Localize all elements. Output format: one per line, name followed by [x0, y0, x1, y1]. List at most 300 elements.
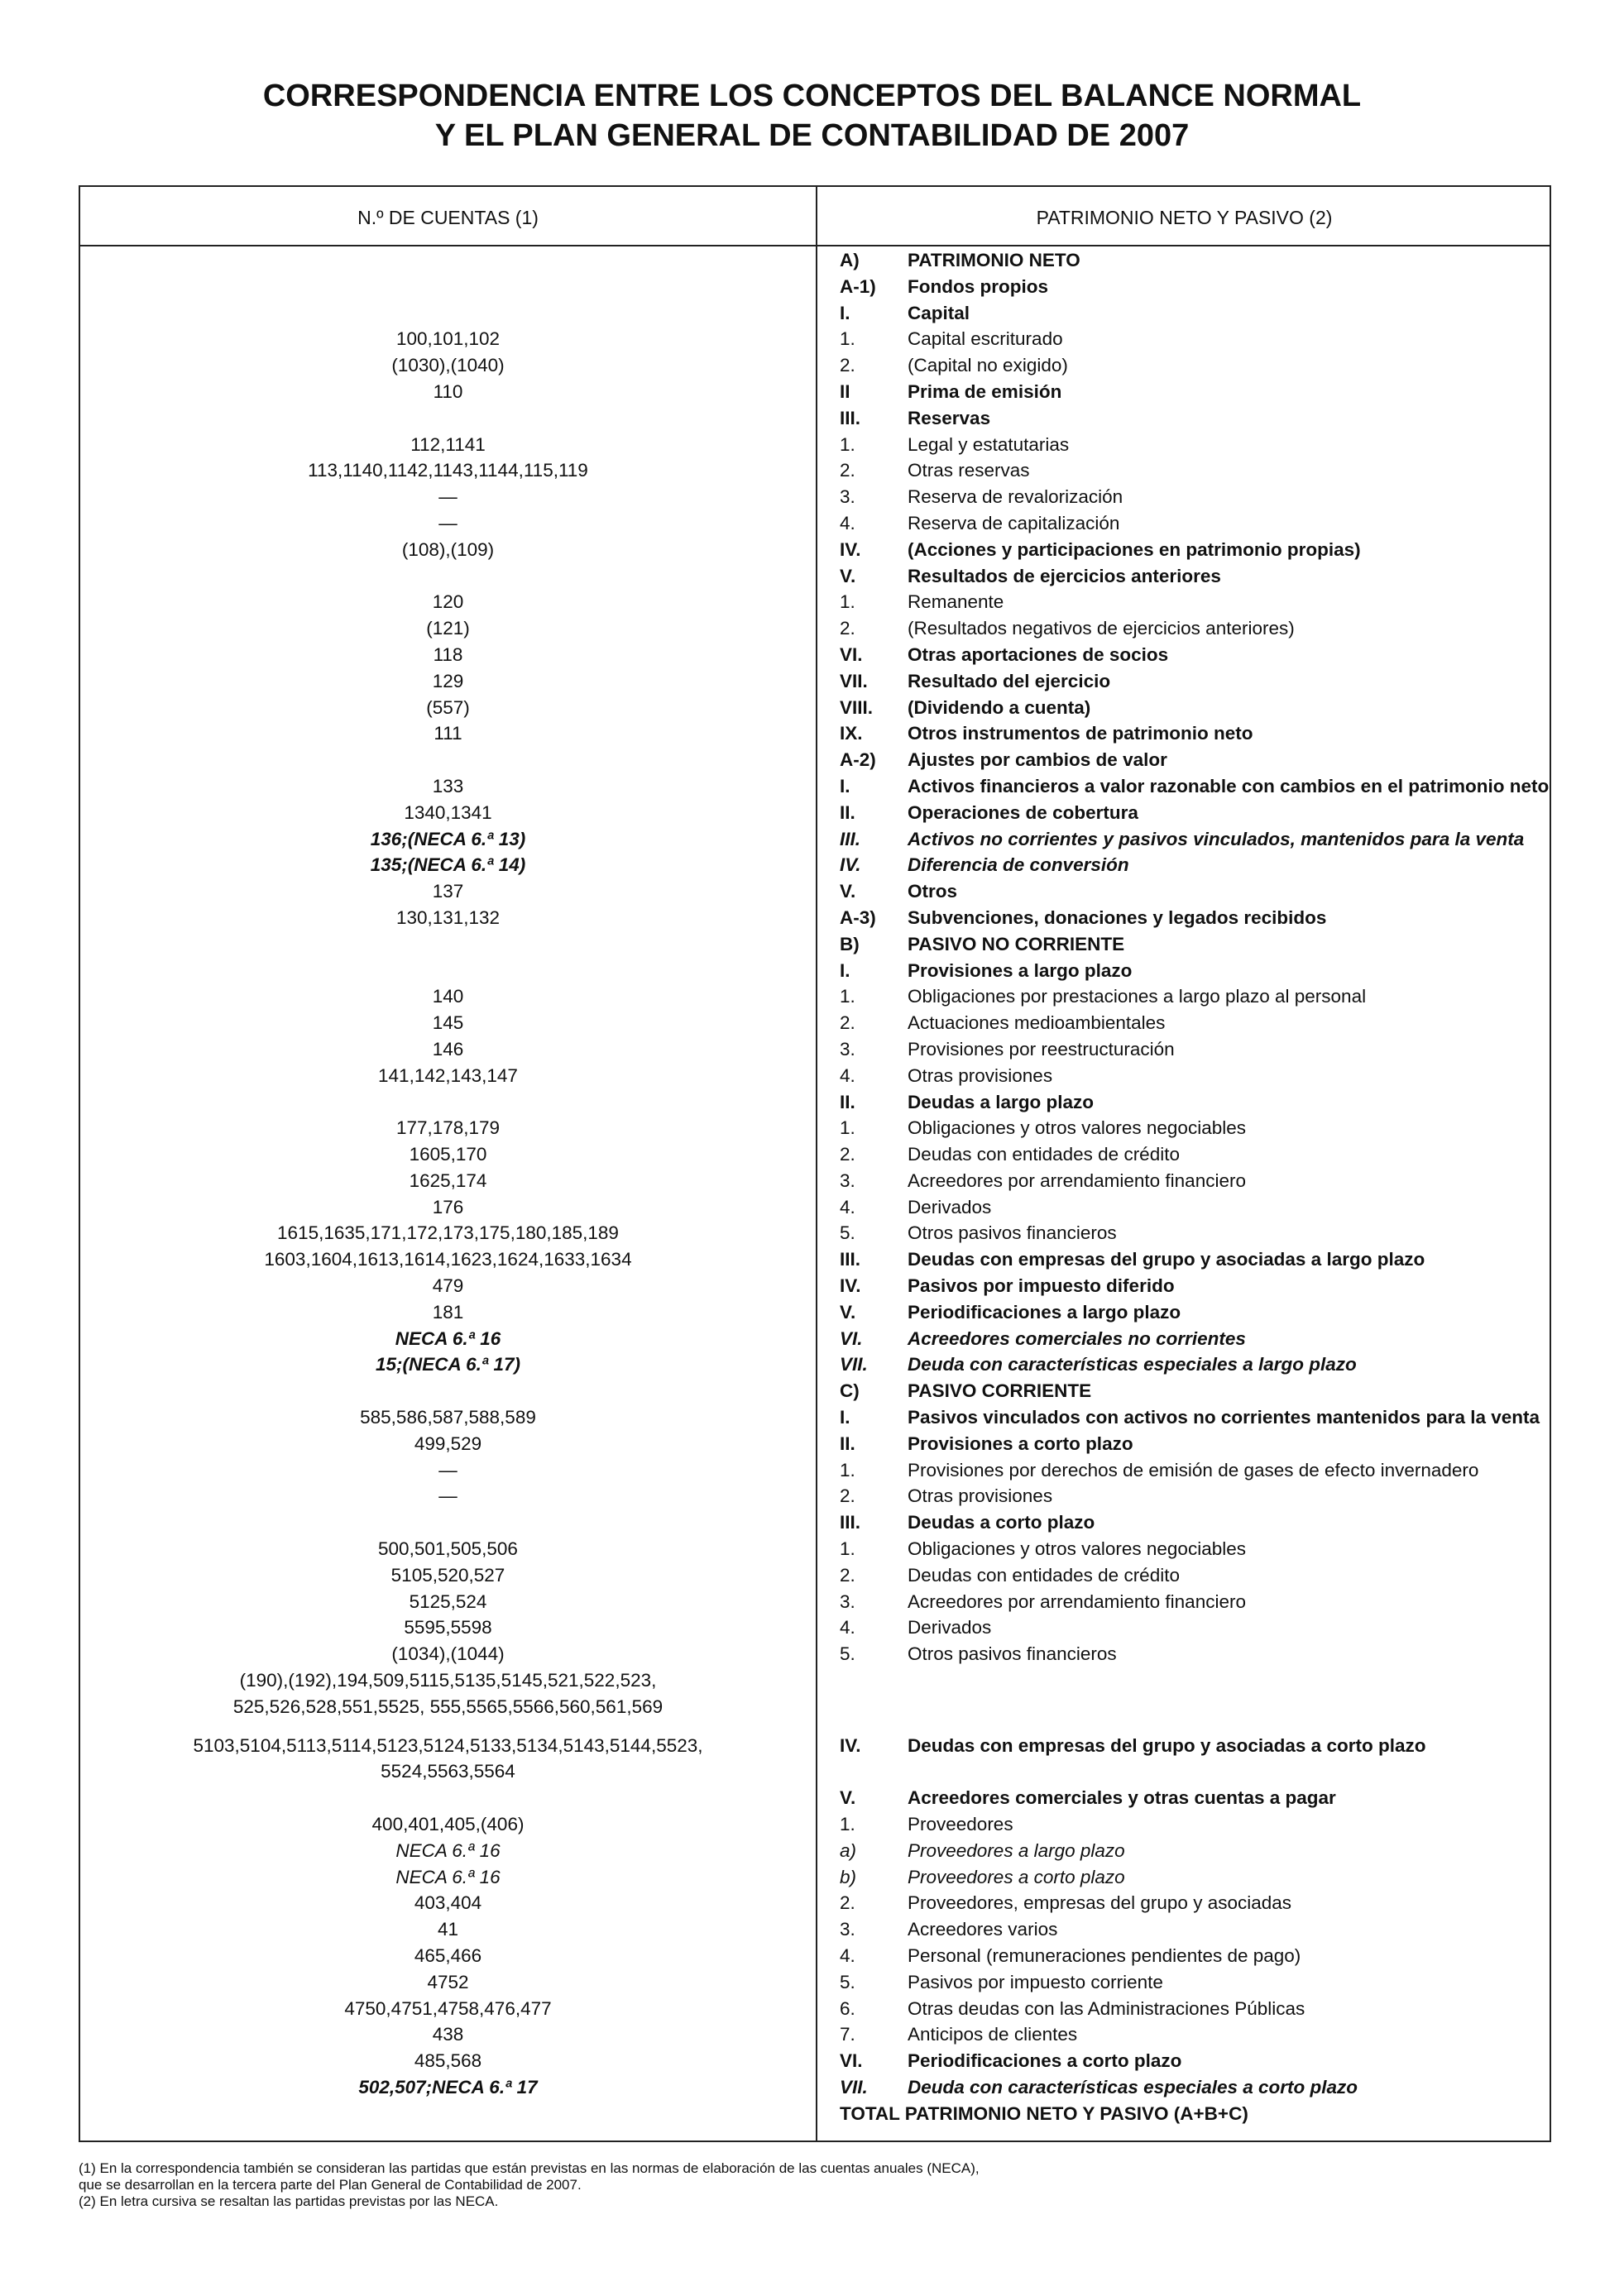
item-label: Legal y estatutarias — [908, 433, 1070, 455]
table-body — [80, 247, 1550, 2127]
account-numbers — [80, 1168, 816, 1194]
account-numbers-line: 176 — [432, 1196, 464, 1217]
item-number: I. — [840, 775, 850, 796]
title-line-2: Y EL PLAN GENERAL DE CONTABILIDAD DE 2007 — [434, 118, 1190, 153]
account-numbers-line: (121) — [426, 618, 470, 639]
item-label: Otros — [908, 881, 958, 902]
row-spacer — [80, 1720, 1550, 1733]
item-label: Acreedores por arrendamiento financiero — [908, 1590, 1246, 1612]
account-numbers-line: 177,178,179 — [395, 1117, 501, 1139]
account-numbers-line: — — [438, 512, 457, 533]
item-label: Activos no corrientes y pasivos vinculados, mantenidos para la venta — [908, 828, 1525, 849]
item-label: Acreedores comerciales no corrientes — [908, 1327, 1246, 1349]
account-numbers — [80, 720, 816, 747]
account-numbers — [80, 1351, 816, 1378]
item-number: 2. — [840, 1892, 855, 1914]
item-label: Derivados — [908, 1196, 992, 1217]
table-row — [80, 983, 1550, 1010]
item-number: 2. — [840, 460, 855, 481]
account-numbers-line: 5105,520,527 — [390, 1564, 505, 1586]
table-row — [80, 1378, 1550, 1404]
account-numbers — [80, 615, 816, 642]
account-numbers-line: NECA 6.ª 16 — [395, 1866, 501, 1887]
account-numbers-line: (108),(109) — [401, 538, 495, 560]
table-row — [80, 878, 1550, 905]
item-label: (Acciones y participaciones en patrimonio propias) — [908, 538, 1361, 560]
table-row — [80, 931, 1550, 958]
table-row — [80, 1996, 1550, 2022]
table-row — [80, 615, 1550, 642]
account-numbers-line: 465,466 — [414, 1945, 482, 1966]
table-row — [80, 510, 1550, 537]
account-numbers — [80, 1996, 816, 2022]
item-label: Deuda con características especiales a corto plazo — [908, 2076, 1358, 2097]
account-numbers-line: 485,568 — [414, 2050, 482, 2072]
table-row — [80, 1431, 1550, 1457]
total-row — [80, 2101, 1550, 2127]
account-numbers-line: 100,101,102 — [395, 328, 501, 350]
account-numbers-line: 5524,5563,5564 — [381, 1761, 515, 1782]
item-label: Provisiones por derechos de emisión de gases de efecto invernadero — [908, 1459, 1479, 1480]
account-numbers-line: 120 — [432, 591, 464, 613]
table-row — [80, 1246, 1550, 1273]
item-label: Otros pasivos financieros — [908, 1643, 1117, 1665]
account-numbers-line: 400,401,405,(406) — [371, 1814, 525, 1835]
item-number: VI. — [840, 1327, 863, 1349]
item-number: V. — [840, 1301, 856, 1323]
item-number: III. — [840, 828, 861, 849]
table-row — [80, 1115, 1550, 1141]
account-numbers-line: 141,142,143,147 — [378, 1064, 518, 1086]
item-label: Deudas con entidades de crédito — [908, 1564, 1180, 1586]
account-numbers — [80, 1536, 816, 1562]
footnote-line: que se desarrollan en la tercera parte del Plan General de Contabilidad de 2007. — [79, 2177, 582, 2193]
account-numbers-line: 110 — [433, 380, 463, 402]
table-row — [80, 1614, 1550, 1641]
footnotes — [79, 2160, 980, 2210]
account-numbers — [80, 878, 816, 905]
account-numbers-line: 585,586,587,588,589 — [360, 1407, 536, 1428]
table-row — [80, 1785, 1550, 1811]
item-number: II — [840, 380, 850, 402]
table-row — [80, 826, 1550, 853]
account-numbers-line: 145 — [432, 1012, 464, 1034]
item-label: TOTAL PATRIMONIO NETO Y PASIVO (A+B+C) — [840, 2102, 1248, 2124]
header-divider — [80, 245, 1550, 246]
account-numbers — [80, 826, 816, 853]
item-label: Acreedores comerciales y otras cuentas a pagar — [908, 1787, 1336, 1809]
account-numbers — [80, 2021, 816, 2048]
item-label: Resultado del ejercicio — [908, 670, 1111, 691]
table-row — [80, 695, 1550, 721]
item-number: I. — [840, 959, 850, 981]
item-number: a) — [840, 1839, 857, 1861]
item-number: 1. — [840, 328, 855, 350]
item-label: Provisiones a largo plazo — [908, 959, 1133, 981]
item-number: 2. — [840, 355, 855, 376]
account-numbers-line: 146 — [432, 1038, 464, 1060]
item-label: Obligaciones y otros valores negociables — [908, 1117, 1246, 1139]
item-number: I. — [840, 1407, 850, 1428]
item-label: Deudas a largo plazo — [908, 1091, 1095, 1112]
item-label: Obligaciones y otros valores negociables — [908, 1538, 1246, 1560]
account-numbers-line: 500,501,505,506 — [378, 1538, 518, 1560]
item-number: VII. — [840, 1354, 868, 1375]
item-label: Reserva de capitalización — [908, 512, 1120, 533]
table-row — [80, 773, 1550, 800]
item-label: Subvenciones, donaciones y legados recibidos — [908, 906, 1327, 928]
table-row — [80, 563, 1550, 590]
item-number: 5. — [840, 1643, 855, 1665]
account-numbers — [80, 1431, 816, 1457]
table-row — [80, 1916, 1550, 1943]
table-row — [80, 300, 1550, 327]
item-number: 3. — [840, 1919, 855, 1940]
account-numbers — [80, 800, 816, 826]
account-numbers — [80, 1141, 816, 1168]
table-row — [80, 1667, 1550, 1720]
table-row — [80, 1509, 1550, 1536]
item-label: Proveedores — [908, 1814, 1013, 1835]
item-label: Capital — [908, 302, 970, 323]
account-numbers — [80, 1667, 816, 1720]
item-label: Actuaciones medioambientales — [908, 1012, 1166, 1034]
item-number: 7. — [840, 2024, 855, 2045]
account-numbers-line: 1603,1604,1613,1614,1623,1624,1633,1634 — [264, 1249, 632, 1270]
account-numbers — [80, 1890, 816, 1916]
account-numbers-line: 111 — [434, 723, 462, 744]
item-label: Periodificaciones a corto plazo — [908, 2050, 1182, 2072]
account-numbers — [80, 1562, 816, 1589]
account-numbers — [80, 1010, 816, 1036]
account-numbers-line: — — [438, 1459, 457, 1480]
table-row — [80, 2074, 1550, 2101]
item-number: IV. — [840, 538, 861, 560]
item-number: VII. — [840, 2076, 868, 2097]
item-number: C) — [840, 1380, 860, 1402]
account-numbers — [80, 695, 816, 721]
item-label: Pasivos vinculados con activos no corrientes mantenidos para la venta — [908, 1407, 1540, 1428]
item-label: Obligaciones por prestaciones a largo plazo al personal — [908, 986, 1367, 1007]
table-row — [80, 2048, 1550, 2074]
table-row — [80, 274, 1550, 300]
item-number: II. — [840, 1433, 855, 1454]
item-number: A-1) — [840, 275, 876, 297]
account-numbers — [80, 484, 816, 510]
account-numbers — [80, 1641, 816, 1667]
item-number: 3. — [840, 1590, 855, 1612]
item-number: 2. — [840, 618, 855, 639]
item-label: Derivados — [908, 1617, 992, 1638]
table-row — [80, 1351, 1550, 1378]
item-number: 4. — [840, 1064, 855, 1086]
item-number: I. — [840, 302, 850, 323]
account-numbers-line: 118 — [433, 643, 463, 665]
item-number: 1. — [840, 1814, 855, 1835]
item-number: 5. — [840, 1971, 855, 1992]
item-number: III. — [840, 1249, 861, 1270]
account-numbers — [80, 2048, 816, 2074]
item-number: 2. — [840, 1012, 855, 1034]
account-numbers — [80, 1614, 816, 1641]
page-title — [0, 76, 1624, 155]
item-label: Deudas a corto plazo — [908, 1512, 1095, 1533]
item-number: 4. — [840, 1617, 855, 1638]
item-label: Otras provisiones — [908, 1064, 1053, 1086]
table-row — [80, 379, 1550, 405]
item-label: Pasivos por impuesto corriente — [908, 1971, 1163, 1992]
account-numbers-line: 137 — [432, 881, 464, 902]
account-numbers — [80, 1299, 816, 1326]
item-label: Pasivos por impuesto diferido — [908, 1275, 1175, 1297]
table-row — [80, 484, 1550, 510]
account-numbers-line: — — [438, 1485, 457, 1507]
table-row — [80, 1010, 1550, 1036]
account-numbers-line: 5125,524 — [409, 1590, 487, 1612]
account-numbers-line: 5595,5598 — [404, 1617, 492, 1638]
account-numbers — [80, 1457, 816, 1484]
item-number: 2. — [840, 1485, 855, 1507]
account-numbers — [80, 1273, 816, 1299]
account-numbers — [80, 1589, 816, 1615]
table-row — [80, 1063, 1550, 1089]
table-row — [80, 1326, 1550, 1352]
item-number: b) — [840, 1866, 857, 1887]
item-label: Ajustes por cambios de valor — [908, 749, 1167, 771]
table-row — [80, 1194, 1550, 1221]
accounts-column-header: N.º DE CUENTAS (1) — [357, 207, 539, 228]
item-number: 2. — [840, 1564, 855, 1586]
item-number: II. — [840, 801, 855, 823]
account-numbers — [80, 1063, 816, 1089]
item-number: V. — [840, 881, 856, 902]
table-row — [80, 1811, 1550, 1838]
item-number: III. — [840, 407, 861, 428]
table-row — [80, 1536, 1550, 1562]
item-number: B) — [840, 933, 860, 954]
item-number: IV. — [840, 1734, 861, 1756]
item-number: VI. — [840, 2050, 863, 2072]
account-numbers — [80, 510, 816, 537]
item-number: A-2) — [840, 749, 876, 771]
account-numbers — [80, 1115, 816, 1141]
account-numbers-line: 136;(NECA 6.ª 13) — [370, 828, 526, 849]
table-row — [80, 2021, 1550, 2048]
account-numbers-line: 129 — [432, 670, 464, 691]
table-row — [80, 537, 1550, 563]
item-label: Deuda con características especiales a largo plazo — [908, 1354, 1357, 1375]
item-number: V. — [840, 1787, 856, 1809]
item-number: V. — [840, 565, 856, 586]
item-number: 3. — [840, 486, 855, 508]
account-numbers — [80, 1969, 816, 1996]
item-label: Operaciones de cobertura — [908, 801, 1138, 823]
table-row — [80, 1299, 1550, 1326]
footnote-line: (2) En letra cursiva se resaltan las partidas previstas por las NECA. — [79, 2193, 499, 2209]
item-number: VI. — [840, 643, 863, 665]
item-number: 1. — [840, 591, 855, 613]
account-numbers-line: (190),(192),194,509,5115,5135,5145,521,522,523, — [239, 1670, 657, 1691]
table-row — [80, 1969, 1550, 1996]
item-number: 4. — [840, 1196, 855, 1217]
item-label: Otras deudas con las Administraciones Públicas — [908, 1997, 1305, 2019]
item-label: Deudas con empresas del grupo y asociadas a largo plazo — [908, 1249, 1425, 1270]
item-label: Resultados de ejercicios anteriores — [908, 565, 1221, 586]
account-numbers — [80, 668, 816, 695]
table-row — [80, 747, 1550, 773]
table-row — [80, 1457, 1550, 1484]
account-numbers — [80, 1404, 816, 1431]
item-label: Otros instrumentos de patrimonio neto — [908, 723, 1253, 744]
item-label: PATRIMONIO NETO — [908, 250, 1080, 270]
item-label: (Resultados negativos de ejercicios anteriores) — [908, 618, 1295, 639]
account-numbers-line: 1605,170 — [409, 1144, 487, 1165]
account-numbers — [80, 1864, 816, 1891]
table-row — [80, 720, 1550, 747]
item-label: Fondos propios — [908, 275, 1048, 297]
table-row — [80, 1641, 1550, 1667]
item-label: Otras aportaciones de socios — [908, 643, 1169, 665]
account-numbers-line: 133 — [432, 775, 464, 796]
item-number: 1. — [840, 1117, 855, 1139]
account-numbers — [80, 1943, 816, 1969]
item-number: 4. — [840, 512, 855, 533]
concepts-column-header: PATRIMONIO NETO Y PASIVO (2) — [1036, 207, 1333, 228]
table-row — [80, 326, 1550, 352]
account-numbers-line: 4752 — [427, 1971, 469, 1992]
account-numbers-line: 1625,174 — [409, 1170, 487, 1191]
table-row — [80, 1483, 1550, 1509]
account-numbers-line: 525,526,528,551,5525, 555,5565,5566,560,561,569 — [232, 1696, 663, 1717]
item-label: Activos financieros a valor razonable con cambios en el patrimonio neto — [908, 775, 1550, 796]
table-row — [80, 1220, 1550, 1246]
account-numbers — [80, 1326, 816, 1352]
item-number: 1. — [840, 1459, 855, 1480]
account-numbers-line: — — [438, 486, 457, 508]
table-row — [80, 1838, 1550, 1864]
item-label: PASIVO NO CORRIENTE — [908, 933, 1125, 954]
table-row — [80, 432, 1550, 458]
account-numbers — [80, 379, 816, 405]
table-row — [80, 668, 1550, 695]
table-row — [80, 852, 1550, 878]
account-numbers-line: 4750,4751,4758,476,477 — [344, 1997, 552, 2019]
item-number: III. — [840, 1512, 861, 1533]
account-numbers-line: NECA 6.ª 16 — [395, 1839, 501, 1861]
item-label: (Capital no exigido) — [908, 355, 1068, 376]
item-number: IV. — [840, 854, 861, 876]
account-numbers-line: 403,404 — [414, 1892, 482, 1914]
item-number: 1. — [840, 986, 855, 1007]
item-number: 3. — [840, 1170, 855, 1191]
item-label: Otras provisiones — [908, 1485, 1053, 1507]
account-numbers — [80, 537, 816, 563]
item-label: Remanente — [908, 591, 1004, 613]
table-row — [80, 1404, 1550, 1431]
table-row — [80, 905, 1550, 931]
table-row — [80, 1864, 1550, 1891]
table-row — [80, 1141, 1550, 1168]
account-numbers — [80, 1220, 816, 1246]
account-numbers-line: 502,507;NECA 6.ª 17 — [358, 2076, 538, 2097]
item-label: PASIVO CORRIENTE — [908, 1380, 1092, 1402]
account-numbers-line: NECA 6.ª 16 — [395, 1327, 501, 1349]
account-numbers — [80, 852, 816, 878]
table-row — [80, 352, 1550, 379]
item-number: 1. — [840, 1538, 855, 1560]
account-numbers-line: (557) — [426, 696, 470, 718]
table-row — [80, 1036, 1550, 1063]
item-label: Deudas con empresas del grupo y asociadas a corto plazo — [908, 1734, 1426, 1756]
account-numbers — [80, 1194, 816, 1221]
account-numbers-line: 479 — [432, 1275, 464, 1297]
item-label: Provisiones a corto plazo — [908, 1433, 1133, 1454]
item-number: 1. — [840, 433, 855, 455]
item-label: Diferencia de conversión — [908, 854, 1129, 876]
item-label: Acreedores por arrendamiento financiero — [908, 1170, 1246, 1191]
account-numbers-line: 41 — [437, 1919, 459, 1940]
item-number: 6. — [840, 1997, 855, 2019]
item-label: Personal (remuneraciones pendientes de pago) — [908, 1945, 1301, 1966]
account-numbers-line: 113,1140,1142,1143,1144,115,119 — [308, 460, 588, 481]
account-numbers-line: 130,131,132 — [395, 906, 501, 928]
account-numbers — [80, 432, 816, 458]
account-numbers — [80, 326, 816, 352]
account-numbers-line: (1034),(1044) — [391, 1643, 505, 1665]
table-row — [80, 958, 1550, 984]
item-number: II. — [840, 1091, 855, 1112]
account-numbers-line: 135;(NECA 6.ª 14) — [370, 854, 526, 876]
account-numbers — [80, 352, 816, 379]
item-label: Proveedores a corto plazo — [908, 1866, 1125, 1887]
item-number: 2. — [840, 1144, 855, 1165]
item-number: IX. — [840, 723, 863, 744]
item-label: Reserva de revalorización — [908, 486, 1123, 508]
item-label: Prima de emisión — [908, 380, 1062, 402]
account-numbers — [80, 1483, 816, 1509]
item-number: 5. — [840, 1222, 855, 1244]
table-row — [80, 1089, 1550, 1116]
account-numbers-line: 499,529 — [414, 1433, 482, 1454]
item-number: A-3) — [840, 906, 876, 928]
account-numbers — [80, 1246, 816, 1273]
account-numbers — [80, 642, 816, 668]
account-numbers — [80, 1916, 816, 1943]
item-number: IV. — [840, 1275, 861, 1297]
item-label: Capital escriturado — [908, 328, 1063, 350]
table-row — [80, 589, 1550, 615]
item-label: Otros pasivos financieros — [908, 1222, 1117, 1244]
item-label: Periodificaciones a largo plazo — [908, 1301, 1181, 1323]
item-label: Acreedores varios — [908, 1919, 1058, 1940]
item-label: Proveedores, empresas del grupo y asociadas — [908, 1892, 1292, 1914]
title-line-1: CORRESPONDENCIA ENTRE LOS CONCEPTOS DEL BALANCE NORMAL — [262, 79, 1362, 113]
table-row — [80, 457, 1550, 484]
item-label: Anticipos de clientes — [908, 2024, 1078, 2045]
item-number: A) — [840, 250, 860, 270]
account-numbers-line: 1615,1635,171,172,173,175,180,185,189 — [277, 1222, 619, 1244]
account-numbers — [80, 983, 816, 1010]
table-row — [80, 405, 1550, 432]
account-numbers — [80, 1733, 816, 1786]
item-number: 3. — [840, 1038, 855, 1060]
account-numbers — [80, 1811, 816, 1838]
account-numbers — [80, 589, 816, 615]
account-numbers-line: 438 — [432, 2024, 464, 2045]
table-row — [80, 1890, 1550, 1916]
account-numbers — [80, 1036, 816, 1063]
account-numbers-line: 15;(NECA 6.ª 17) — [375, 1354, 521, 1375]
